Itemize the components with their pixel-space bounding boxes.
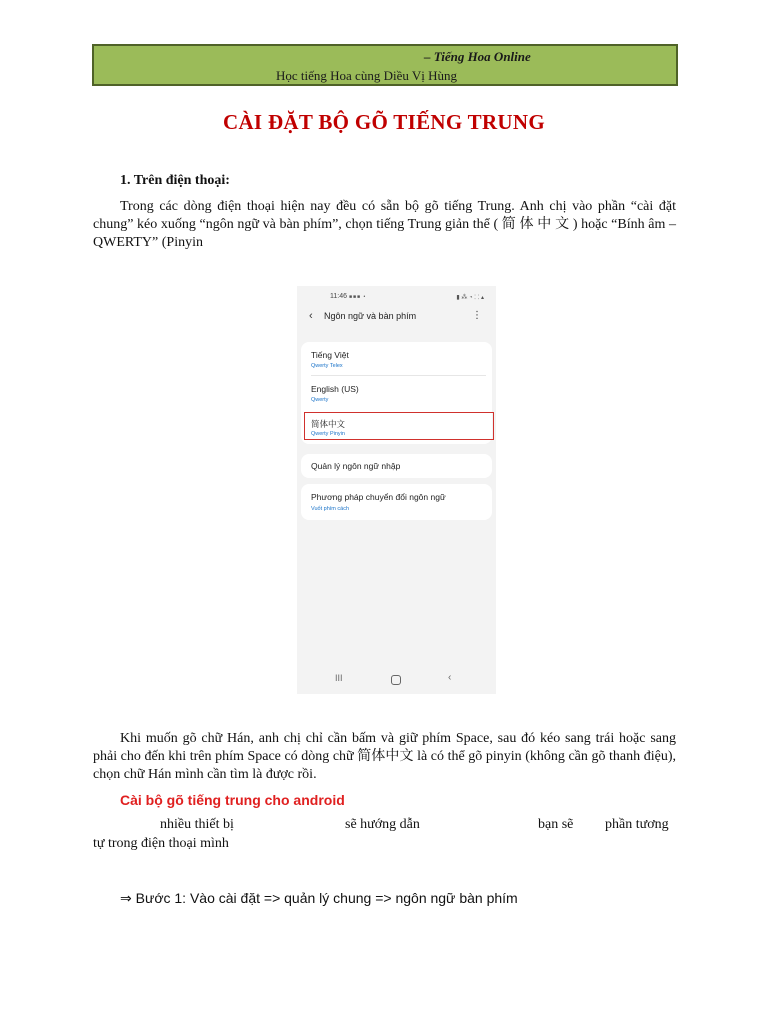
- text-fragment: nhiều thiết bị: [160, 817, 234, 832]
- navigation-bar: [297, 668, 496, 694]
- android-heading: Cài bộ gõ tiếng trung cho android: [120, 792, 345, 808]
- step-1: ⇒ Bước 1: Vào cài đặt => quản lý chung => ngôn ngữ bàn phím: [120, 890, 518, 906]
- recent-apps-icon[interactable]: III: [335, 673, 343, 683]
- status-notification-icons: ■■■ •: [349, 294, 367, 300]
- more-options-icon[interactable]: ⋮: [472, 310, 482, 321]
- switch-method-sub: Vuốt phím cách: [311, 506, 350, 512]
- section2-paragraph: Khi muốn gõ chữ Hán, anh chị chỉ cần bấm và giữ phím Space, sau đó kéo sang trái hoặc sang phải cho đến khi trên phím Space có dòng chữ 简体中文 là có thể gõ pinyin (không cần gõ thanh điệu), chọn chữ Hán mình cần tìm là được rồi.: [93, 731, 676, 782]
- phone-screen-title: Ngôn ngữ và bàn phím: [324, 311, 417, 321]
- text-fragment: bạn sẽ: [538, 817, 574, 832]
- back-arrow-icon[interactable]: ‹: [309, 310, 313, 322]
- manage-input-languages-card[interactable]: [301, 454, 492, 478]
- status-time: 11:46: [330, 293, 347, 300]
- nav-back-icon[interactable]: ‹: [448, 672, 452, 683]
- switch-method-label: Phương pháp chuyển đổi ngôn ngữ: [311, 492, 446, 502]
- manage-input-languages-label: Quản lý ngôn ngữ nhập: [311, 461, 401, 471]
- home-icon[interactable]: [391, 675, 401, 685]
- language-item-label[interactable]: English (US): [311, 384, 359, 394]
- language-list-card: [301, 342, 492, 444]
- language-item-sub: Qwerty: [311, 397, 329, 403]
- text-fragment-line2: tự trong điện thoại mình: [93, 836, 229, 851]
- phone-screenshot: [297, 286, 496, 694]
- divider: [311, 375, 486, 376]
- language-item-label[interactable]: Tiếng Việt: [311, 350, 349, 360]
- section1-heading: 1. Trên điện thoại:: [120, 173, 230, 188]
- language-item-sub: Qwerty Telex: [311, 363, 343, 369]
- status-system-icons: ▮ ⁂ ◔ ⸬ ▴: [456, 295, 484, 301]
- language-item-label[interactable]: 简体中文: [311, 419, 346, 429]
- header-brand: – Tiếng Hoa Online: [424, 49, 531, 64]
- page-title: CÀI ĐẶT BỘ GÕ TIẾNG TRUNG: [223, 110, 545, 134]
- header-subtitle: Học tiếng Hoa cùng Diều Vị Hùng: [276, 68, 458, 83]
- text-fragment: phần tương: [605, 817, 669, 832]
- language-item-sub: Qwerty Pinyin: [311, 431, 345, 437]
- text-fragment: sẽ hướng dẫn: [345, 817, 420, 832]
- switch-method-card[interactable]: [301, 484, 492, 520]
- section1-paragraph: Trong các dòng điện thoại hiện nay đều có sẵn bộ gõ tiếng Trung. Anh chị vào phần “cài đặt chung” kéo xuống “ngôn ngữ và bàn phím”, chọn tiếng Trung giản thể ( 简 体 中 文 ) hoặc “Bính âm – QWERTY” (Pinyin: [93, 199, 676, 250]
- header-banner: [92, 44, 678, 86]
